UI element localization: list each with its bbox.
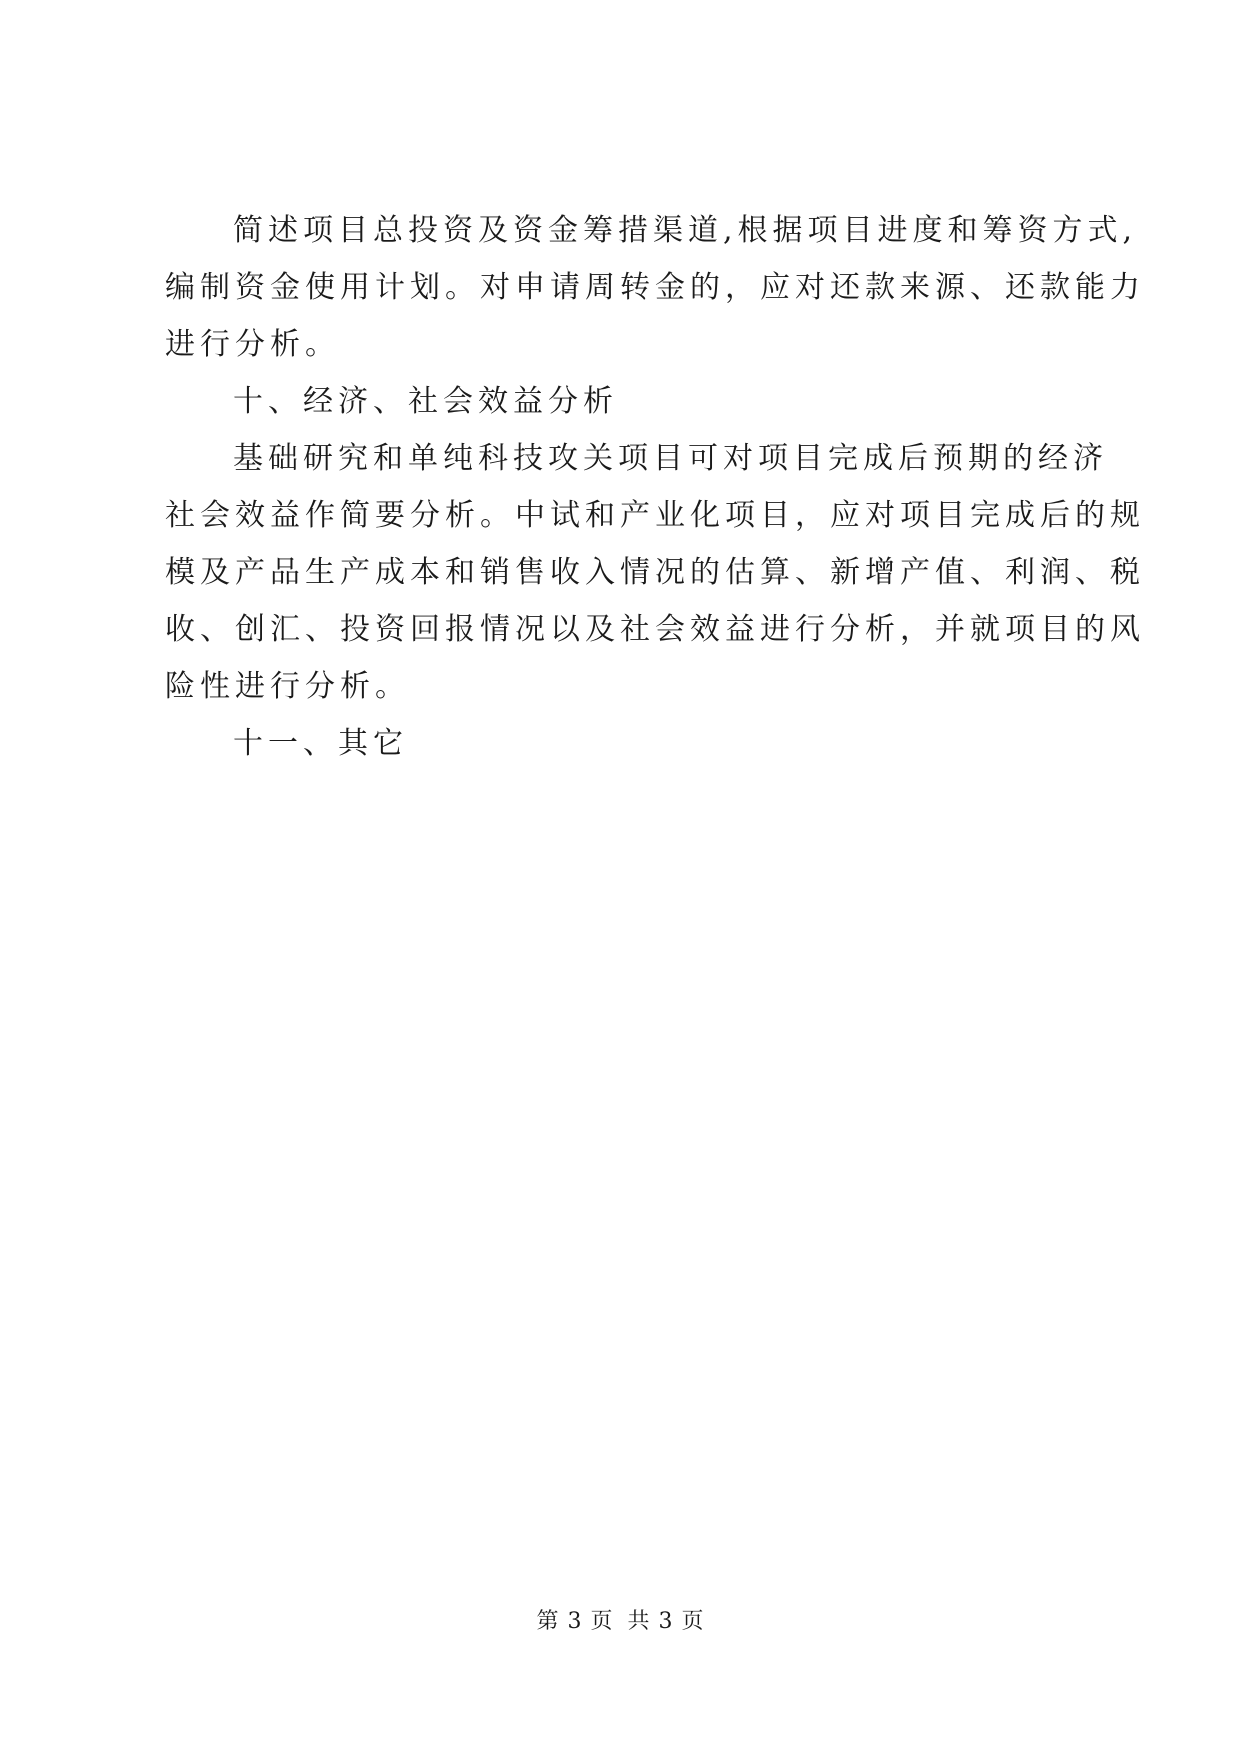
paragraph-line: 模及产品生产成本和销售收入情况的估算、新增产值、利润、税 xyxy=(165,555,1145,590)
paragraph-line: 社会效益作简要分析。中试和产业化项目，应对项目完成后的规 xyxy=(165,498,1145,533)
page-number: 第 3 页 xyxy=(536,1609,614,1634)
paragraph-line: 险性进行分析。 xyxy=(165,669,410,704)
paragraph-line: 基础研究和单纯科技攻关项目可对项目完成后预期的经济 xyxy=(233,441,1108,476)
paragraph-line: 编制资金使用计划。对申请周转金的，应对还款来源、还款能力 xyxy=(165,270,1145,305)
section-heading-10: 十、经济、社会效益分析 xyxy=(233,384,618,419)
paragraph-line: 进行分析。 xyxy=(165,327,340,362)
paragraph-line: 收、创汇、投资回报情况以及社会效益进行分析，并就项目的风 xyxy=(165,612,1145,647)
page-total: 共 3 页 xyxy=(627,1609,705,1634)
section-heading-11: 十一、其它 xyxy=(233,726,408,761)
page-footer xyxy=(0,1607,1241,1637)
paragraph-line: 简述项目总投资及资金筹措渠道,根据项目进度和筹资方式, xyxy=(233,213,1138,248)
